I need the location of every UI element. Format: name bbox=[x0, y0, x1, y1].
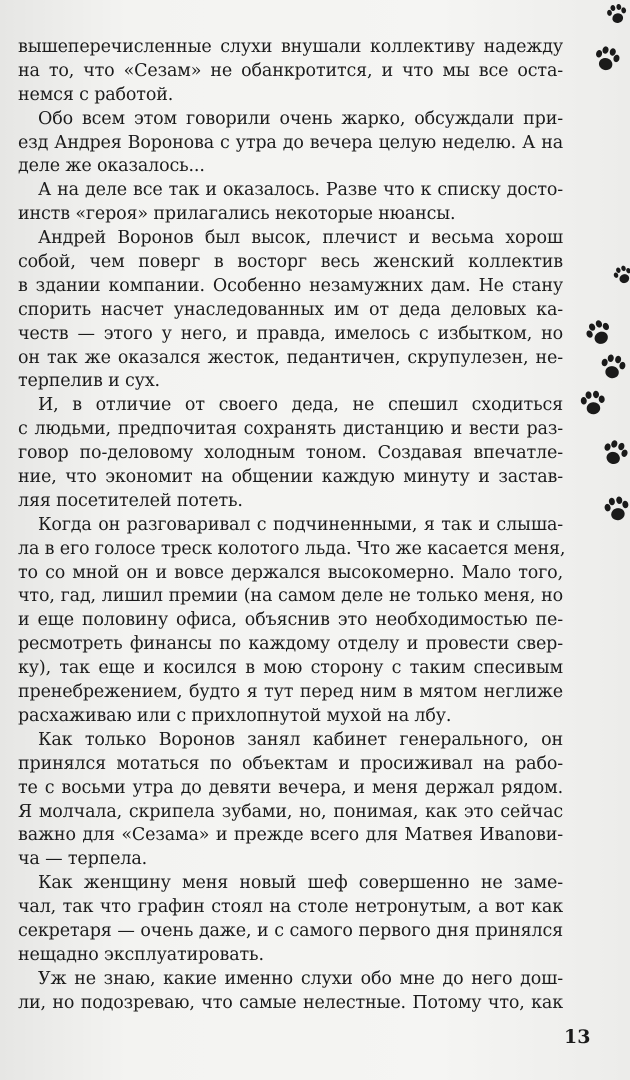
text-line: деле же оказалось... bbox=[18, 156, 205, 177]
text-line: в здании компании. Особенно незамужних дам. Не стану bbox=[18, 275, 563, 296]
text-line: езд Андрея Воронова с утра до вечера целую неделю. А на bbox=[18, 132, 563, 153]
text-line: Как только Воронов занял кабинет генерального, он bbox=[38, 729, 563, 750]
text-line: А на деле все так и оказалось. Разве что к списку досто- bbox=[38, 180, 563, 201]
text-line: И, в отличие от своего деда, не спешил сходиться bbox=[38, 395, 563, 416]
text-line: Андрей Воронов был высок, плечист и весьма хорош bbox=[38, 228, 563, 249]
text-line: Я молчала, скрипела зубами, но, понимая, как это сейчас bbox=[18, 801, 563, 822]
text-line: собой, чем поверг в восторг весь женский коллектив bbox=[18, 252, 563, 273]
text-line: важно для «Сезама» и прежде всего для Матвея Ивanoви- bbox=[18, 825, 563, 846]
text-line: ча — терпела. bbox=[18, 849, 148, 870]
paw-print-icon bbox=[603, 0, 630, 28]
page-number: 13 bbox=[564, 1026, 591, 1048]
text-line: ку), так еще и косился в мою сторону с таким спесивым bbox=[18, 658, 563, 679]
text-line: ли, но подозреваю, что самые нелестные. Потому что, как bbox=[18, 992, 563, 1013]
text-line: с людьми, предпочитая сохранять дистанцию и вести раз- bbox=[18, 419, 563, 440]
paw-print-icon bbox=[589, 41, 626, 78]
text-line: честв — этого у него, и правда, имелось с избытком, но bbox=[18, 323, 563, 344]
text-line: расхаживаю или с прихлопнутой мухой на лбу. bbox=[18, 705, 452, 726]
text-line: ляя посетителей потеть. bbox=[18, 490, 243, 511]
text-line: инств «героя» прилагались некоторые нюансы. bbox=[18, 204, 456, 225]
text-line: те с восьми утра до девяти вечера, и меня держал рядом. bbox=[18, 777, 563, 798]
text-line: секретаря — очень даже, и с самого первого дня принялся bbox=[18, 920, 563, 941]
paw-print-icon bbox=[608, 259, 630, 291]
text-line: Когда он разговаривал с подчиненными, я так и слыша- bbox=[38, 514, 563, 535]
text-line: то со мной он и вовсе держался высокомерно. Мало того, bbox=[18, 562, 563, 583]
text-line: ресмотреть финансы по каждому отделу и провести свер- bbox=[18, 634, 563, 655]
text-line: говор по-деловому холодным тоном. Создавая впечатле- bbox=[18, 443, 563, 464]
paw-print-icon bbox=[577, 387, 610, 420]
text-line: Как женщину меня новый шеф совершенно не заме- bbox=[38, 873, 563, 894]
text-line: терпелив и сух. bbox=[18, 371, 160, 392]
text-line: и еще половину офиса, объяснив это необходимостью пе- bbox=[18, 610, 563, 631]
paw-print-icon bbox=[600, 492, 630, 527]
text-line: Обо всем этом говорили очень жарко, обсуждали при- bbox=[38, 108, 563, 129]
paw-print-icon bbox=[579, 313, 619, 353]
paw-print-icon bbox=[596, 350, 630, 385]
paw-print-icon bbox=[596, 434, 630, 472]
text-line: на то, что «Сезам» не обанкротится, и что мы все оста- bbox=[18, 60, 563, 81]
text-line: чал, так что графин стоял на столе нетронутым, а вот как bbox=[18, 897, 563, 918]
text-line: он так же оказался жесток, педантичен, скрупулезен, не- bbox=[18, 347, 563, 368]
text-line: спорить насчет унаследованных им от деда деловых ка- bbox=[18, 299, 563, 320]
body-text bbox=[18, 36, 566, 1016]
text-line: принялся мотаться по объектам и просиживал на рабо- bbox=[18, 753, 563, 774]
text-line: что, гад, лишил премии (на самом деле не только меня, но bbox=[18, 586, 563, 607]
text-line: пренебрежением, будто я тут перед ним в мятом неглиже bbox=[18, 682, 563, 703]
text-line: немся с работой. bbox=[18, 84, 174, 105]
text-line: вышеперечисленные слухи внушали коллективу надежду bbox=[18, 37, 563, 57]
text-line: ние, что экономит на общении каждую минуту и застав- bbox=[18, 467, 563, 488]
text-line: ла в его голосе треск колотого льда. Что же касается меня, bbox=[18, 538, 566, 559]
text-line: нещадно эксплуатировать. bbox=[18, 944, 264, 965]
text-line: Уж не знаю, какие именно слухи обо мне до него дош- bbox=[38, 968, 563, 989]
